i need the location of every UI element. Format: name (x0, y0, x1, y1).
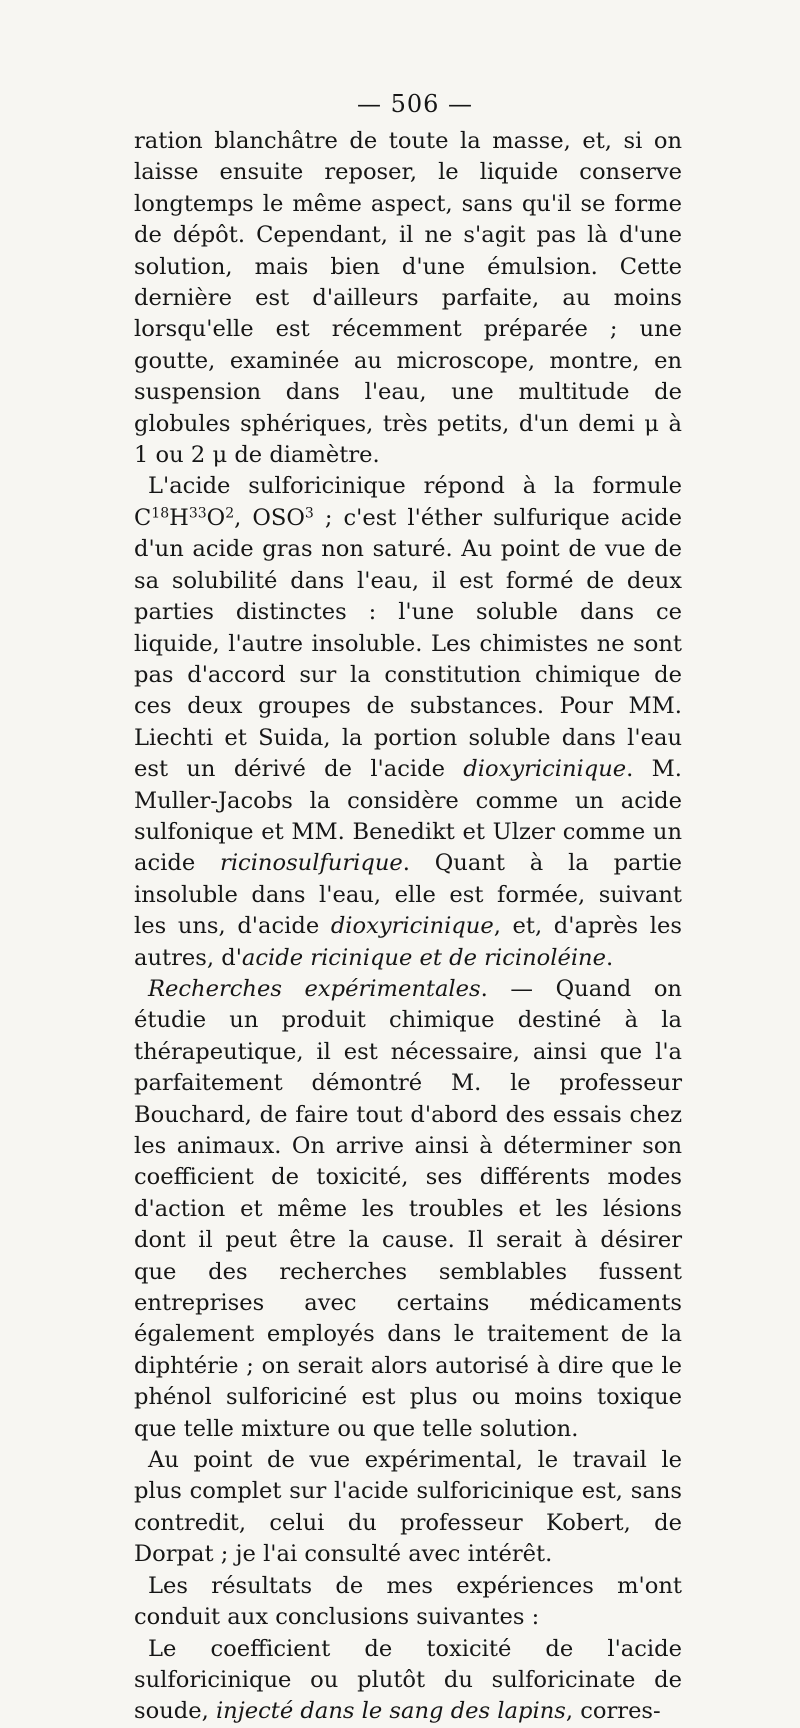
p2-text-h: , et, d'après les autres, d' (134, 913, 682, 971)
paragraph-5-text: Les résultats de mes expériences m'ont conduit aux conclusions suivantes : (134, 1572, 682, 1631)
p2-text-e: ; c'est l'éther sulfurique acide d'un acide gras non saturé. Au point de vue de sa solubilité dans l'eau, il est formé de deux parties distinctes : l'une soluble dans ce liquide, l'autre insoluble. Les chimistes ne sont pas d'accord sur la constitution chimique de ces deux groupes de substances. Pour MM. Liechti et Suida, la portion soluble dans l'eau est un dérivé de l'acide (134, 504, 682, 783)
paragraph-4-text: Au point de vue expérimental, le travail le plus complet sur l'acide sulforicinique est, sans contredit, celui du professeur Kobert, de Dorpat ; je l'ai consulté avec intérêt. (134, 1447, 682, 1568)
paragraph-4 (134, 1445, 682, 1571)
paragraph-6 (134, 1634, 682, 1728)
p2-italic-ricinosulfurique: ricinosulfurique (220, 850, 403, 877)
p2-text-f: . M. Muller-Jacobs la considère comme un acide sulfonique et MM. Benedikt et Ulzer comme un acide (134, 756, 682, 877)
p2-text-d: , OSO (234, 504, 305, 531)
p2-text-c: O (206, 504, 226, 531)
p2-italic-acide-ricinique: acide ricinique et de ricinoléine (241, 944, 606, 971)
p2-text-g: . Quant à la partie insoluble dans l'eau, elle est formée, suivant les uns, d'acide (134, 850, 682, 940)
paragraph-5 (134, 1571, 682, 1634)
p2-text-i: . (605, 944, 614, 971)
p2-text-a: L'acide sulforicinique répond à la formule C (134, 473, 682, 531)
p2-text-b: H (169, 504, 189, 531)
paragraph-1-text: ration blanchâtre de toute la masse, et, si on laisse ensuite reposer, le liquide conserve longtemps le même aspect, sans qu'il se forme de dépôt. Cependant, il ne s'agit pas là d'une solution, mais bien d'une émulsion. Cette dernière est d'ailleurs parfaite, au moins lorsqu'elle est récemment préparée ; une goutte, examinée au microscope, montre, en suspension dans l'eau, une multitude de globules sphériques, très petits, d'un demi μ à 1 ou 2 μ de diamètre. (134, 128, 682, 469)
p2-sup-2: 2 (225, 505, 235, 522)
p6-italic-injecte: injecté dans le sang des lapins (215, 1698, 566, 1725)
paragraph-3-text: . — Quand on étudie un produit chimique destiné à la thérapeutique, il est nécessaire, ainsi que l'a parfaitement démontré M. le professeur Bouchard, de faire tout d'abord des essais chez les animaux. On arrive ainsi à déterminer son coefficient de toxicité, ses différents modes d'action et même les troubles et les lésions dont il peut être la cause. Il serait à désirer que des recherches semblables fussent entreprises avec certains médicaments également employés dans le traitement de la diphtérie ; on serait alors autorisé à dire que le phénol sulforiciné est plus ou moins toxique que telle mixture ou que telle solution. (134, 975, 682, 1442)
section-heading-recherches: Recherches expérimentales (148, 975, 481, 1002)
paragraph-1 (134, 126, 682, 471)
page-number: — 506 — (356, 90, 474, 118)
p2-italic-dioxyricinique: dioxyricinique (463, 756, 627, 783)
p2-sup-33: 33 (188, 505, 207, 522)
paragraph-2 (134, 471, 682, 974)
p6-text-a: Le coefficient de toxicité de l'acide sulforicinique ou plutôt du sulforicinate de soude, (134, 1635, 682, 1725)
p2-sup-3: 3 (304, 505, 314, 522)
p2-italic-dioxyricinique-2: dioxyricinique (330, 913, 494, 940)
p6-text-b: , corres- (565, 1698, 661, 1725)
paragraph-3 (134, 974, 682, 1445)
body-text (134, 126, 682, 1728)
p2-sup-18: 18 (151, 505, 170, 522)
